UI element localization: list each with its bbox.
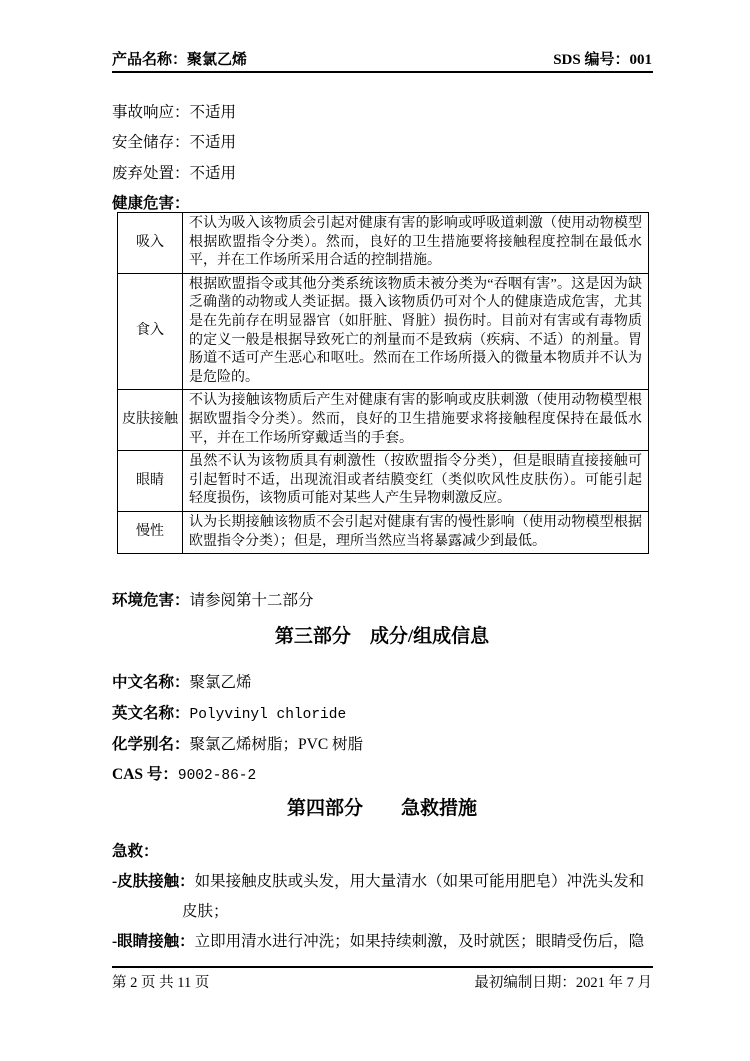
footer-rule	[112, 966, 653, 968]
hazard-desc-cell: 认为长期接触该物质不会引起对健康有害的慢性影响（使用动物模型根据欧盟指令分类）；但是，理所当然应当将暴露减少到最低。	[183, 511, 649, 553]
hazard-desc-cell: 不认为吸入该物质会引起对健康有害的影响或呼吸道刺激（使用动物模型根据欧盟指令分类）。然而，良好的卫生措施要将接触程度控制在最低水平，并在工作场所采用合适的控制措施。	[183, 213, 649, 274]
header-rule	[112, 71, 653, 73]
accident-response-line	[112, 103, 652, 122]
field-label: -眼睛接触：	[112, 933, 195, 950]
hazard-desc-cell: 不认为接触该物质后产生对健康有害的影响或皮肤刺激（使用动物模型根据欧盟指令分类）。然而，良好的卫生措施要求将接触程度保持在最低水平，并在工作场所穿戴适当的手套。	[183, 390, 649, 451]
skin-contact-continuation: 皮肤；	[182, 903, 229, 920]
footer-date: 最初编制日期：2021 年 7 月	[474, 975, 652, 991]
field-value: 不适用	[189, 134, 237, 151]
chinese-name-line	[112, 673, 652, 692]
hazard-desc-cell: 根据欧盟指令或其他分类系统该物质未被分类为“吞咽有害”。这是因为缺乏确凿的动物或人类证据。摄入该物质仍可对个人的健康造成危害，尤其是在先前存在明显器官（如肝脏、肾脏）损伤时。目前对有害或有毒物质的定义一般是根据导致死亡的剂量而不是致病（疾病、不适）的剂量。胃肠道不适可产生恶心和呕吐。然而在工作场所摄入的微量本物质并不认为是危险的。	[183, 273, 649, 390]
field-value: 聚氯乙烯	[189, 674, 252, 691]
page-header	[112, 52, 652, 69]
environment-hazard-line	[112, 591, 652, 610]
field-value: Polyvinyl chloride	[189, 707, 347, 723]
hazard-term-cell: 食入	[118, 273, 183, 390]
field-label: -皮肤接触：	[112, 873, 195, 890]
hazard-desc-cell: 虽然不认为该物质具有刺激性（按欧盟指令分类），但是眼睛直接接触可引起暂时不适，出现流泪或者结膜变红（类似吹风性皮肤伤）。可能引起轻度损伤，该物质可能对某些人产生异物刺激反应。	[183, 451, 649, 512]
health-hazard-table	[117, 212, 649, 554]
field-label: 中文名称：	[112, 674, 190, 691]
field-value: 不适用	[189, 165, 237, 182]
hazard-term-cell: 眼睛	[118, 451, 183, 512]
field-value: 如果接触皮肤或头发，用大量清水（如果可能用肥皂）冲洗头发和	[194, 873, 645, 890]
page-footer	[112, 975, 652, 992]
field-value: 不适用	[189, 104, 237, 121]
health-hazard-title: 健康危害：	[112, 195, 190, 212]
hazard-row-ingestion	[118, 273, 649, 390]
field-label: CAS 号：	[112, 766, 178, 783]
section4-heading: 第四部分 急救措施	[286, 798, 477, 819]
eye-contact-item	[112, 932, 652, 951]
english-name-line	[112, 704, 652, 725]
disposal-line	[112, 164, 652, 183]
field-label: 废弃处置：	[112, 165, 190, 182]
field-label: 环境危害：	[112, 592, 190, 609]
hazard-term-cell: 慢性	[118, 511, 183, 553]
first-aid-title: 急救：	[112, 843, 159, 860]
field-label: 事故响应：	[112, 104, 190, 121]
field-value: 聚氯乙烯树脂；PVC 树脂	[189, 736, 364, 753]
hazard-row-eyes	[118, 451, 649, 512]
chemical-alias-line	[112, 735, 652, 754]
field-label: 英文名称：	[112, 705, 190, 722]
product-name: 产品名称：聚氯乙烯	[112, 52, 248, 68]
skin-contact-item	[112, 872, 652, 891]
cas-number-line	[112, 765, 652, 786]
safe-storage-line	[112, 133, 652, 152]
hazard-row-skin-contact	[118, 390, 649, 451]
sds-number: SDS 编号：001	[553, 52, 652, 68]
field-label: 安全储存：	[112, 134, 190, 151]
section3-heading: 第三部分 成分/组成信息	[274, 626, 490, 647]
hazard-row-inhalation	[118, 213, 649, 274]
field-value: 9002-86-2	[177, 768, 257, 784]
field-value: 立即用清水进行冲洗；如果持续刺激，及时就医；眼睛受伤后，隐	[194, 933, 645, 950]
hazard-term-cell: 皮肤接触	[118, 390, 183, 451]
hazard-term-cell: 吸入	[118, 213, 183, 274]
hazard-row-chronic	[118, 511, 649, 553]
footer-page-number: 第 2 页 共 11 页	[112, 975, 210, 991]
field-label: 化学别名：	[112, 736, 190, 753]
field-value: 请参阅第十二部分	[189, 592, 314, 609]
